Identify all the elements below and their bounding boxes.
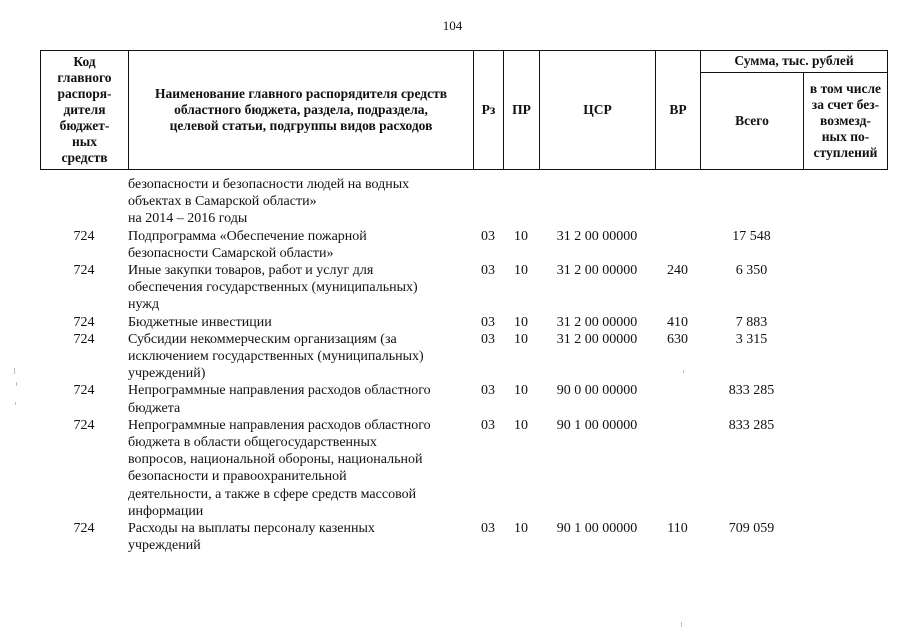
table-row (40, 417, 888, 520)
row-rz: 03 (481, 417, 495, 433)
row-name: Субсидии некоммерческим организациям (за исключением государственных (муниципальных) учреждений) (128, 331, 424, 382)
table-header (40, 50, 888, 170)
header-csr: ЦСР (583, 101, 612, 117)
header-total: Всего (735, 113, 769, 128)
row-total: 709 059 (728, 520, 775, 536)
header-sum: Сумма, тыс. рублей (734, 53, 854, 68)
row-pr: 10 (514, 383, 528, 399)
scan-speck (15, 402, 16, 405)
row-vr: 110 (667, 520, 688, 536)
row-csr: 90 0 00 00000 (556, 383, 638, 399)
table-row (40, 228, 888, 262)
row-pr: 10 (514, 331, 528, 347)
row-vr: 240 (667, 262, 688, 278)
row-code: 724 (73, 417, 95, 433)
header-rz: Рз (481, 101, 496, 117)
row-name: Иные закупки товаров, работ и услуг для обеспечения государственных (муниципальных) нужд (128, 262, 418, 313)
header-border-right (887, 50, 888, 170)
header-name: Наименование главного распорядителя средств областного бюджета, раздела, подраздела, целевой статьи, подгруппы видов расходов (154, 85, 447, 133)
row-rz: 03 (481, 228, 495, 244)
scan-speck (14, 368, 15, 374)
row-name: Подпрограмма «Обеспечение пожарной безопасности Самарской области» (128, 228, 367, 261)
table-row (40, 520, 888, 554)
table-body (40, 176, 888, 554)
row-vr: 630 (667, 331, 688, 347)
page-number: 104 (442, 18, 463, 33)
row-csr: 31 2 00 00000 (556, 331, 638, 347)
row-code: 724 (73, 331, 95, 347)
row-csr: 31 2 00 00000 (556, 262, 638, 278)
table-row (40, 382, 888, 416)
header-pr: ПР (512, 101, 531, 117)
row-total: 17 548 (732, 228, 771, 244)
row-total: 7 883 (735, 314, 768, 330)
row-name: Расходы на выплаты персоналу казенных учреждений (128, 520, 375, 554)
row-name: безопасности и безопасности людей на водных объектах в Самарской области» на 2014 – 2016 годы (128, 177, 410, 227)
row-name: Непрограммные направления расходов областного бюджета в области общегосударственных вопросов, национальной обороны, национальной безопасности и правоохранительной деятельности, а также в сфере средств массовой информации (128, 417, 431, 519)
table-row (40, 176, 888, 228)
row-total: 6 350 (735, 262, 768, 278)
row-pr: 10 (514, 228, 528, 244)
row-csr: 31 2 00 00000 (556, 228, 638, 244)
row-rz: 03 (481, 383, 495, 399)
row-rz: 03 (481, 262, 495, 278)
row-pr: 10 (514, 314, 528, 330)
row-total: 833 285 (728, 417, 775, 433)
header-bottom-border (40, 169, 888, 170)
row-pr: 10 (514, 417, 528, 433)
header-code: Код главного распоря- дителя бюджет- ных средств (57, 53, 112, 165)
scan-speck (683, 370, 684, 373)
row-code: 724 (73, 228, 95, 244)
row-vr: 410 (667, 314, 688, 330)
row-rz: 03 (481, 314, 495, 330)
row-code: 724 (73, 314, 95, 330)
header-free: в том числе за счет без- возмезд- ных по- ступлений (809, 81, 882, 160)
row-name: Бюджетные инвестиции (128, 314, 272, 330)
row-pr: 10 (514, 262, 528, 278)
row-csr: 90 1 00 00000 (556, 417, 638, 433)
row-code: 724 (73, 383, 95, 399)
table-row (40, 314, 888, 331)
row-code: 724 (73, 262, 95, 278)
row-total: 833 285 (728, 383, 775, 399)
row-name: Непрограммные направления расходов областного бюджета (128, 383, 431, 416)
scan-speck (16, 382, 17, 386)
row-rz: 03 (481, 331, 495, 347)
row-pr: 10 (514, 520, 528, 536)
table-row (40, 262, 888, 314)
header-vr: ВР (669, 101, 687, 117)
table-row (40, 331, 888, 383)
scan-speck (681, 622, 682, 627)
row-code: 724 (73, 520, 95, 536)
row-csr: 31 2 00 00000 (556, 314, 638, 330)
row-csr: 90 1 00 00000 (556, 520, 638, 536)
row-rz: 03 (481, 520, 495, 536)
row-total: 3 315 (735, 331, 768, 347)
